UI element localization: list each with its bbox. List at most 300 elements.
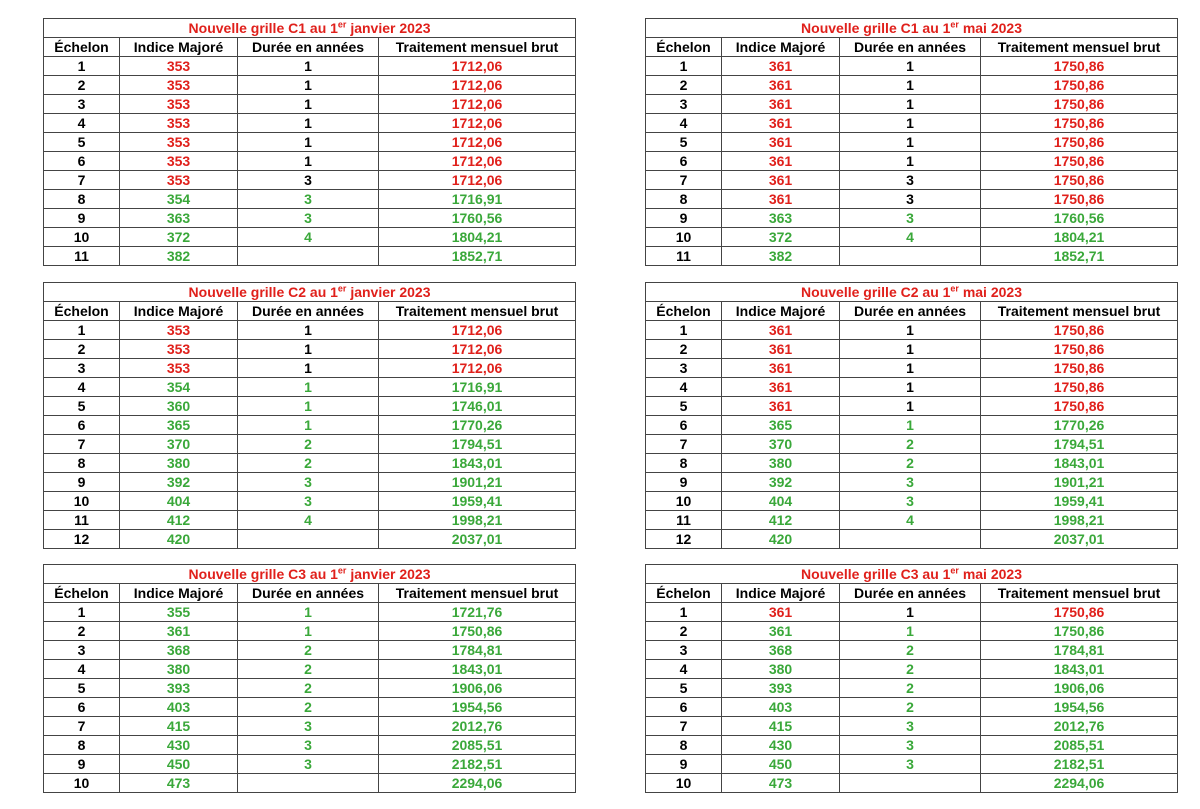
header-indice-majore: Indice Majoré bbox=[120, 302, 238, 321]
table-row bbox=[44, 397, 576, 416]
cell-duree: 1 bbox=[840, 340, 981, 359]
cell-indice-majore: 361 bbox=[722, 152, 840, 171]
cell-traitement: 1804,21 bbox=[981, 228, 1178, 247]
cell-echelon: 11 bbox=[646, 511, 722, 530]
cell-duree bbox=[840, 247, 981, 266]
grid-table-c2-mai bbox=[645, 282, 1178, 549]
cell-echelon: 9 bbox=[44, 209, 120, 228]
cell-echelon: 2 bbox=[44, 340, 120, 359]
cell-indice-majore: 370 bbox=[120, 435, 238, 454]
cell-indice-majore: 393 bbox=[120, 679, 238, 698]
cell-echelon: 12 bbox=[44, 530, 120, 549]
cell-traitement: 1750,86 bbox=[981, 359, 1178, 378]
cell-echelon: 4 bbox=[646, 114, 722, 133]
cell-indice-majore: 353 bbox=[120, 133, 238, 152]
cell-duree: 1 bbox=[840, 359, 981, 378]
cell-traitement: 2294,06 bbox=[981, 774, 1178, 793]
cell-indice-majore: 380 bbox=[722, 660, 840, 679]
cell-echelon: 7 bbox=[646, 171, 722, 190]
cell-echelon: 10 bbox=[646, 774, 722, 793]
cell-traitement: 1770,26 bbox=[379, 416, 576, 435]
cell-traitement: 1852,71 bbox=[379, 247, 576, 266]
cell-echelon: 10 bbox=[44, 228, 120, 247]
cell-echelon: 7 bbox=[44, 171, 120, 190]
title-superscript: er bbox=[337, 18, 347, 29]
header-traitement: Traitement mensuel brut bbox=[379, 302, 576, 321]
cell-echelon: 8 bbox=[44, 454, 120, 473]
cell-duree: 1 bbox=[840, 397, 981, 416]
cell-echelon: 10 bbox=[44, 492, 120, 511]
cell-indice-majore: 473 bbox=[722, 774, 840, 793]
table-row bbox=[646, 416, 1178, 435]
cell-echelon: 5 bbox=[646, 133, 722, 152]
cell-indice-majore: 360 bbox=[120, 397, 238, 416]
table-row bbox=[44, 622, 576, 641]
table-title bbox=[646, 19, 1178, 38]
table-row bbox=[44, 473, 576, 492]
table-row bbox=[646, 57, 1178, 76]
title-superscript: er bbox=[337, 282, 347, 293]
cell-indice-majore: 361 bbox=[722, 378, 840, 397]
cell-echelon: 7 bbox=[646, 717, 722, 736]
cell-duree: 3 bbox=[840, 209, 981, 228]
cell-echelon: 7 bbox=[44, 717, 120, 736]
cell-indice-majore: 361 bbox=[722, 359, 840, 378]
cell-traitement: 1750,86 bbox=[981, 397, 1178, 416]
cell-duree: 2 bbox=[840, 698, 981, 717]
cell-duree: 3 bbox=[238, 473, 379, 492]
header-duree: Durée en années bbox=[238, 38, 379, 57]
cell-echelon: 11 bbox=[44, 247, 120, 266]
cell-echelon: 1 bbox=[44, 321, 120, 340]
title-row bbox=[646, 19, 1178, 38]
table-row bbox=[646, 114, 1178, 133]
cell-duree: 3 bbox=[840, 492, 981, 511]
title-part-b: mai 2023 bbox=[958, 283, 1022, 300]
cell-indice-majore: 380 bbox=[120, 454, 238, 473]
cell-duree: 4 bbox=[238, 511, 379, 530]
cell-duree: 2 bbox=[840, 435, 981, 454]
cell-echelon: 8 bbox=[646, 454, 722, 473]
cell-echelon: 6 bbox=[44, 698, 120, 717]
title-part-a: Nouvelle grille C3 au 1 bbox=[801, 565, 951, 582]
cell-traitement: 2294,06 bbox=[379, 774, 576, 793]
table-row bbox=[646, 511, 1178, 530]
header-traitement: Traitement mensuel brut bbox=[379, 38, 576, 57]
cell-echelon: 5 bbox=[44, 397, 120, 416]
cell-traitement: 1712,06 bbox=[379, 76, 576, 95]
table-row bbox=[646, 736, 1178, 755]
cell-traitement: 1906,06 bbox=[379, 679, 576, 698]
cell-echelon: 6 bbox=[44, 152, 120, 171]
cell-echelon: 1 bbox=[44, 57, 120, 76]
cell-echelon: 2 bbox=[44, 622, 120, 641]
cell-indice-majore: 392 bbox=[120, 473, 238, 492]
header-indice-majore: Indice Majoré bbox=[722, 584, 840, 603]
table-row bbox=[646, 95, 1178, 114]
header-traitement: Traitement mensuel brut bbox=[981, 302, 1178, 321]
cell-indice-majore: 403 bbox=[120, 698, 238, 717]
cell-traitement: 1794,51 bbox=[379, 435, 576, 454]
table-row bbox=[44, 378, 576, 397]
cell-traitement: 1750,86 bbox=[981, 622, 1178, 641]
cell-traitement: 1784,81 bbox=[379, 641, 576, 660]
title-superscript: er bbox=[337, 564, 347, 575]
cell-duree: 2 bbox=[238, 698, 379, 717]
header-duree: Durée en années bbox=[238, 302, 379, 321]
cell-traitement: 1843,01 bbox=[981, 660, 1178, 679]
cell-duree: 1 bbox=[238, 416, 379, 435]
cell-echelon: 5 bbox=[44, 679, 120, 698]
cell-echelon: 8 bbox=[646, 736, 722, 755]
header-row bbox=[646, 584, 1178, 603]
cell-traitement: 2085,51 bbox=[981, 736, 1178, 755]
cell-indice-majore: 353 bbox=[120, 152, 238, 171]
cell-duree: 3 bbox=[238, 717, 379, 736]
cell-indice-majore: 355 bbox=[120, 603, 238, 622]
cell-traitement: 1843,01 bbox=[981, 454, 1178, 473]
cell-duree: 2 bbox=[238, 679, 379, 698]
cell-echelon: 6 bbox=[646, 416, 722, 435]
cell-traitement: 1760,56 bbox=[981, 209, 1178, 228]
cell-duree: 2 bbox=[238, 660, 379, 679]
cell-indice-majore: 450 bbox=[120, 755, 238, 774]
grid-table-c3-janvier bbox=[43, 564, 576, 793]
cell-duree: 1 bbox=[238, 359, 379, 378]
table-row bbox=[44, 359, 576, 378]
cell-echelon: 8 bbox=[44, 190, 120, 209]
cell-traitement: 1959,41 bbox=[379, 492, 576, 511]
cell-indice-majore: 415 bbox=[120, 717, 238, 736]
table-row bbox=[646, 340, 1178, 359]
grid-table-c1-mai bbox=[645, 18, 1178, 266]
table-row bbox=[646, 530, 1178, 549]
cell-indice-majore: 361 bbox=[722, 190, 840, 209]
table-row bbox=[646, 774, 1178, 793]
cell-indice-majore: 361 bbox=[722, 622, 840, 641]
cell-traitement: 1901,21 bbox=[379, 473, 576, 492]
cell-indice-majore: 430 bbox=[120, 736, 238, 755]
cell-echelon: 7 bbox=[44, 435, 120, 454]
table-row bbox=[646, 679, 1178, 698]
title-superscript: er bbox=[950, 282, 959, 293]
table-row bbox=[646, 152, 1178, 171]
cell-duree: 1 bbox=[238, 603, 379, 622]
cell-indice-majore: 420 bbox=[722, 530, 840, 549]
cell-traitement: 2037,01 bbox=[981, 530, 1178, 549]
cell-indice-majore: 353 bbox=[120, 359, 238, 378]
table-row bbox=[44, 603, 576, 622]
title-superscript: er bbox=[950, 18, 959, 29]
table-row bbox=[646, 247, 1178, 266]
table-row bbox=[646, 359, 1178, 378]
cell-traitement: 1843,01 bbox=[379, 454, 576, 473]
title-part-a: Nouvelle grille C1 au 1 bbox=[801, 19, 951, 36]
table-row bbox=[646, 378, 1178, 397]
cell-traitement: 2182,51 bbox=[379, 755, 576, 774]
table-row bbox=[646, 76, 1178, 95]
cell-echelon: 1 bbox=[646, 321, 722, 340]
cell-traitement: 1750,86 bbox=[981, 603, 1178, 622]
cell-echelon: 9 bbox=[44, 755, 120, 774]
header-echelon: Échelon bbox=[646, 302, 722, 321]
table-title bbox=[44, 283, 576, 302]
header-row bbox=[646, 302, 1178, 321]
table-row bbox=[646, 397, 1178, 416]
table-row bbox=[646, 454, 1178, 473]
table-row bbox=[44, 717, 576, 736]
cell-indice-majore: 365 bbox=[120, 416, 238, 435]
cell-echelon: 10 bbox=[646, 492, 722, 511]
table-row bbox=[44, 133, 576, 152]
cell-echelon: 1 bbox=[646, 603, 722, 622]
cell-indice-majore: 361 bbox=[722, 340, 840, 359]
cell-echelon: 4 bbox=[646, 378, 722, 397]
cell-traitement: 1906,06 bbox=[981, 679, 1178, 698]
table-row bbox=[44, 774, 576, 793]
cell-duree: 1 bbox=[238, 57, 379, 76]
cell-echelon: 6 bbox=[44, 416, 120, 435]
cell-duree: 1 bbox=[840, 152, 981, 171]
title-part-b: janvier 2023 bbox=[346, 283, 431, 300]
cell-duree: 1 bbox=[840, 114, 981, 133]
cell-traitement: 1750,86 bbox=[981, 152, 1178, 171]
header-traitement: Traitement mensuel brut bbox=[981, 38, 1178, 57]
cell-duree: 4 bbox=[840, 228, 981, 247]
cell-indice-majore: 353 bbox=[120, 57, 238, 76]
cell-duree: 3 bbox=[840, 736, 981, 755]
table-row bbox=[646, 755, 1178, 774]
cell-echelon: 3 bbox=[44, 359, 120, 378]
cell-traitement: 1712,06 bbox=[379, 171, 576, 190]
table-row bbox=[44, 247, 576, 266]
header-indice-majore: Indice Majoré bbox=[722, 302, 840, 321]
cell-echelon: 6 bbox=[646, 698, 722, 717]
table-row bbox=[646, 228, 1178, 247]
cell-indice-majore: 372 bbox=[120, 228, 238, 247]
cell-indice-majore: 382 bbox=[722, 247, 840, 266]
cell-traitement: 1721,76 bbox=[379, 603, 576, 622]
table-row bbox=[44, 152, 576, 171]
cell-traitement: 1750,86 bbox=[981, 114, 1178, 133]
table-row bbox=[44, 530, 576, 549]
cell-indice-majore: 380 bbox=[120, 660, 238, 679]
cell-indice-majore: 354 bbox=[120, 190, 238, 209]
header-row bbox=[646, 38, 1178, 57]
table-title bbox=[646, 565, 1178, 584]
cell-echelon: 2 bbox=[646, 340, 722, 359]
cell-indice-majore: 361 bbox=[722, 57, 840, 76]
cell-echelon: 2 bbox=[44, 76, 120, 95]
cell-traitement: 1954,56 bbox=[379, 698, 576, 717]
cell-duree: 4 bbox=[238, 228, 379, 247]
header-duree: Durée en années bbox=[238, 584, 379, 603]
header-echelon: Échelon bbox=[44, 38, 120, 57]
cell-indice-majore: 354 bbox=[120, 378, 238, 397]
cell-echelon: 6 bbox=[646, 152, 722, 171]
cell-indice-majore: 353 bbox=[120, 321, 238, 340]
table-row bbox=[44, 228, 576, 247]
cell-traitement: 1750,86 bbox=[981, 76, 1178, 95]
cell-indice-majore: 420 bbox=[120, 530, 238, 549]
header-row bbox=[44, 584, 576, 603]
cell-indice-majore: 353 bbox=[120, 76, 238, 95]
cell-echelon: 9 bbox=[646, 209, 722, 228]
cell-duree: 1 bbox=[238, 340, 379, 359]
cell-duree: 1 bbox=[238, 114, 379, 133]
cell-traitement: 2012,76 bbox=[981, 717, 1178, 736]
table-row bbox=[646, 209, 1178, 228]
table-row bbox=[44, 736, 576, 755]
cell-traitement: 1712,06 bbox=[379, 152, 576, 171]
cell-echelon: 2 bbox=[646, 622, 722, 641]
cell-traitement: 1750,86 bbox=[981, 190, 1178, 209]
table-row bbox=[44, 95, 576, 114]
cell-traitement: 1852,71 bbox=[981, 247, 1178, 266]
cell-traitement: 1901,21 bbox=[981, 473, 1178, 492]
cell-duree: 3 bbox=[238, 736, 379, 755]
table-row bbox=[646, 190, 1178, 209]
cell-indice-majore: 404 bbox=[722, 492, 840, 511]
table-row bbox=[646, 435, 1178, 454]
cell-traitement: 1959,41 bbox=[981, 492, 1178, 511]
table-row bbox=[44, 57, 576, 76]
cell-echelon: 1 bbox=[646, 57, 722, 76]
cell-duree: 2 bbox=[840, 454, 981, 473]
cell-duree: 1 bbox=[238, 76, 379, 95]
cell-indice-majore: 404 bbox=[120, 492, 238, 511]
title-row bbox=[44, 283, 576, 302]
header-row bbox=[44, 302, 576, 321]
cell-echelon: 5 bbox=[44, 133, 120, 152]
cell-duree: 3 bbox=[840, 473, 981, 492]
cell-indice-majore: 392 bbox=[722, 473, 840, 492]
cell-duree: 3 bbox=[840, 171, 981, 190]
table-row bbox=[44, 171, 576, 190]
cell-duree: 3 bbox=[238, 755, 379, 774]
cell-duree bbox=[238, 774, 379, 793]
table-row bbox=[44, 190, 576, 209]
cell-traitement: 1750,86 bbox=[981, 378, 1178, 397]
cell-duree: 3 bbox=[840, 717, 981, 736]
table-row bbox=[44, 511, 576, 530]
cell-duree: 3 bbox=[238, 209, 379, 228]
cell-traitement: 1716,91 bbox=[379, 190, 576, 209]
cell-duree: 1 bbox=[840, 95, 981, 114]
cell-duree: 1 bbox=[840, 321, 981, 340]
cell-echelon: 3 bbox=[44, 95, 120, 114]
cell-traitement: 1712,06 bbox=[379, 57, 576, 76]
cell-traitement: 1954,56 bbox=[981, 698, 1178, 717]
cell-duree: 3 bbox=[238, 171, 379, 190]
cell-traitement: 2182,51 bbox=[981, 755, 1178, 774]
cell-duree: 1 bbox=[840, 133, 981, 152]
cell-duree: 1 bbox=[840, 57, 981, 76]
cell-duree: 2 bbox=[238, 435, 379, 454]
cell-echelon: 3 bbox=[646, 95, 722, 114]
cell-traitement: 1712,06 bbox=[379, 321, 576, 340]
cell-traitement: 1750,86 bbox=[981, 340, 1178, 359]
cell-echelon: 3 bbox=[646, 641, 722, 660]
header-row bbox=[44, 38, 576, 57]
cell-duree: 1 bbox=[238, 397, 379, 416]
header-duree: Durée en années bbox=[840, 302, 981, 321]
cell-duree: 3 bbox=[238, 190, 379, 209]
cell-traitement: 1716,91 bbox=[379, 378, 576, 397]
cell-traitement: 1712,06 bbox=[379, 359, 576, 378]
cell-indice-majore: 370 bbox=[722, 435, 840, 454]
cell-traitement: 1784,81 bbox=[981, 641, 1178, 660]
cell-echelon: 10 bbox=[646, 228, 722, 247]
cell-duree: 1 bbox=[238, 622, 379, 641]
cell-traitement: 1750,86 bbox=[981, 171, 1178, 190]
cell-traitement: 2085,51 bbox=[379, 736, 576, 755]
title-part-a: Nouvelle grille C3 au 1 bbox=[188, 565, 338, 582]
cell-indice-majore: 353 bbox=[120, 340, 238, 359]
table-row bbox=[44, 76, 576, 95]
cell-duree bbox=[840, 530, 981, 549]
title-part-a: Nouvelle grille C1 au 1 bbox=[188, 19, 338, 36]
table-row bbox=[44, 340, 576, 359]
cell-traitement: 1712,06 bbox=[379, 114, 576, 133]
cell-indice-majore: 353 bbox=[120, 95, 238, 114]
header-duree: Durée en années bbox=[840, 38, 981, 57]
cell-echelon: 9 bbox=[646, 473, 722, 492]
header-indice-majore: Indice Majoré bbox=[120, 584, 238, 603]
cell-duree bbox=[840, 774, 981, 793]
table-row bbox=[646, 660, 1178, 679]
table-row bbox=[44, 492, 576, 511]
grid-table-c1-janvier bbox=[43, 18, 576, 266]
header-traitement: Traitement mensuel brut bbox=[379, 584, 576, 603]
cell-indice-majore: 412 bbox=[120, 511, 238, 530]
table-row bbox=[646, 171, 1178, 190]
header-echelon: Échelon bbox=[646, 38, 722, 57]
cell-echelon: 4 bbox=[44, 378, 120, 397]
cell-indice-majore: 363 bbox=[120, 209, 238, 228]
title-row bbox=[646, 283, 1178, 302]
table-row bbox=[44, 416, 576, 435]
cell-duree bbox=[238, 247, 379, 266]
table-row bbox=[646, 603, 1178, 622]
grid-table-c2-janvier bbox=[43, 282, 576, 549]
cell-duree: 1 bbox=[840, 76, 981, 95]
header-echelon: Échelon bbox=[44, 302, 120, 321]
cell-indice-majore: 361 bbox=[722, 76, 840, 95]
cell-echelon: 12 bbox=[646, 530, 722, 549]
title-part-b: janvier 2023 bbox=[346, 19, 431, 36]
table-row bbox=[44, 679, 576, 698]
cell-echelon: 1 bbox=[44, 603, 120, 622]
cell-indice-majore: 372 bbox=[722, 228, 840, 247]
cell-indice-majore: 403 bbox=[722, 698, 840, 717]
cell-indice-majore: 361 bbox=[722, 603, 840, 622]
cell-echelon: 4 bbox=[44, 114, 120, 133]
cell-echelon: 5 bbox=[646, 679, 722, 698]
cell-duree: 1 bbox=[238, 321, 379, 340]
cell-indice-majore: 368 bbox=[120, 641, 238, 660]
cell-duree: 1 bbox=[840, 416, 981, 435]
cell-indice-majore: 361 bbox=[722, 95, 840, 114]
table-row bbox=[646, 133, 1178, 152]
title-part-b: mai 2023 bbox=[958, 19, 1022, 36]
cell-duree: 2 bbox=[238, 454, 379, 473]
title-part-b: mai 2023 bbox=[958, 565, 1022, 582]
cell-traitement: 1746,01 bbox=[379, 397, 576, 416]
cell-duree: 2 bbox=[840, 641, 981, 660]
table-row bbox=[646, 622, 1178, 641]
cell-duree: 2 bbox=[840, 660, 981, 679]
